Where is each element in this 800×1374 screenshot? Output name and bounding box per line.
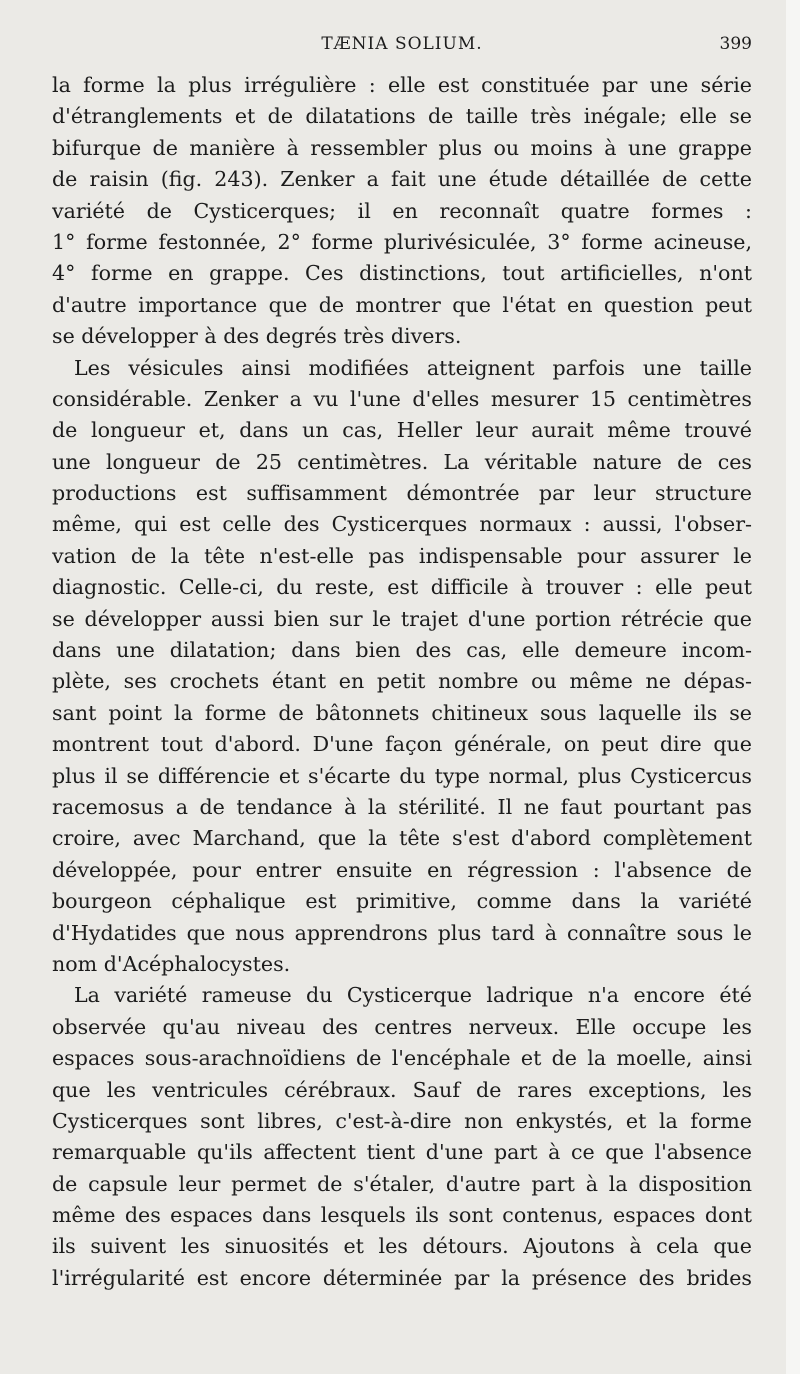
text-line: plus il se différencie et s'écarte du type normal, plus Cysticercus (52, 763, 752, 788)
text-line: de longueur et, dans un cas, Heller leur aurait même trouvé (52, 418, 752, 443)
text-line: vation de la tête n'est-elle pas indispensable pour assurer le (52, 543, 752, 568)
text-line: d'étranglements et de dilatations de taille très inégale; elle se (52, 104, 752, 129)
text-line: racemosus a de tendance à la stérilité. Il ne faut pourtant pas (52, 794, 752, 819)
text-line: productions est suffisamment démontrée par leur structure (52, 481, 752, 506)
text-line: observée qu'au niveau des centres nerveux. Elle occupe les (52, 1014, 752, 1039)
text-line: remarquable qu'ils affectent tient d'une part à ce que l'absence (52, 1140, 752, 1165)
text-line: La variété rameuse du Cysticerque ladrique n'a encore été (74, 983, 752, 1008)
text-line: même des espaces dans lesquels ils sont contenus, espaces dont (52, 1203, 752, 1228)
text-line: se développer aussi bien sur le trajet d'une portion rétrécie que (52, 606, 752, 631)
text-line: croire, avec Marchand, que la tête s'est d'abord complètement (52, 826, 752, 851)
text-line: espaces sous-arachnoïdiens de l'encéphale et de la moelle, ainsi (52, 1046, 752, 1071)
text-line: diagnostic. Celle-ci, du reste, est difficile à trouver : elle peut (52, 575, 752, 600)
paragraph-2 (52, 353, 752, 981)
running-head (52, 34, 752, 60)
text-line: bourgeon céphalique est primitive, comme dans la variété (52, 889, 752, 914)
text-line: 4° forme en grappe. Ces distinctions, tout artificielles, n'ont (52, 261, 752, 286)
text-line: même, qui est celle des Cysticerques normaux : aussi, l'obser- (52, 512, 752, 537)
text-line: la forme la plus irrégulière : elle est constituée par une série (52, 73, 752, 97)
page-number: 399 (719, 34, 752, 54)
text-line: plète, ses crochets étant en petit nombre ou même ne dépas- (52, 669, 752, 694)
text-line: montrent tout d'abord. D'une façon générale, on peut dire que (52, 732, 752, 757)
text-line: variété de Cysticerques; il en reconnaît quatre formes : (52, 198, 752, 223)
text-line: considérable. Zenker a vu l'une d'elles mesurer 15 centimètres (52, 386, 752, 411)
running-title: TÆNIA SOLIUM. (321, 34, 483, 54)
text-line: nom d'Acéphalocystes. (52, 951, 291, 976)
text-line: une longueur de 25 centimètres. La véritable nature de ces (52, 449, 752, 474)
paragraph-1 (52, 70, 752, 353)
text-line: de capsule leur permet de s'étaler, d'autre part à la disposition (52, 1171, 752, 1196)
body-text (52, 70, 752, 1294)
text-line: que les ventricules cérébraux. Sauf de rares exceptions, les (52, 1077, 752, 1102)
text-line: dans une dilatation; dans bien des cas, elle demeure incom- (52, 638, 752, 663)
text-line: d'Hydatides que nous apprendrons plus tard à connaître sous le (52, 920, 752, 945)
text-line: bifurque de manière à ressembler plus ou moins à une grappe (52, 135, 752, 160)
text-line: Les vésicules ainsi modifiées atteignent parfois une taille (74, 355, 752, 380)
text-line: de raisin (fig. 243). Zenker a fait une étude détaillée de cette (52, 167, 752, 192)
paragraph-3 (52, 980, 752, 1294)
text-line: développée, pour entrer ensuite en régression : l'absence de (52, 857, 752, 882)
text-line: Cysticerques sont libres, c'est-à-dire non enkystés, et la forme (52, 1108, 752, 1133)
text-line: se développer à des degrés très divers. (52, 324, 462, 349)
page-edge (786, 0, 800, 1374)
text-line: sant point la forme de bâtonnets chitineux sous laquelle ils se (52, 700, 752, 725)
text-line: d'autre importance que de montrer que l'état en question peut (52, 292, 752, 317)
text-line: ils suivent les sinuosités et les détours. Ajoutons à cela que (52, 1234, 752, 1259)
text-line: 1° forme festonnée, 2° forme plurivésiculée, 3° forme acineuse, (52, 229, 752, 254)
text-line: l'irrégularité est encore déterminée par la présence des brides (52, 1265, 752, 1290)
